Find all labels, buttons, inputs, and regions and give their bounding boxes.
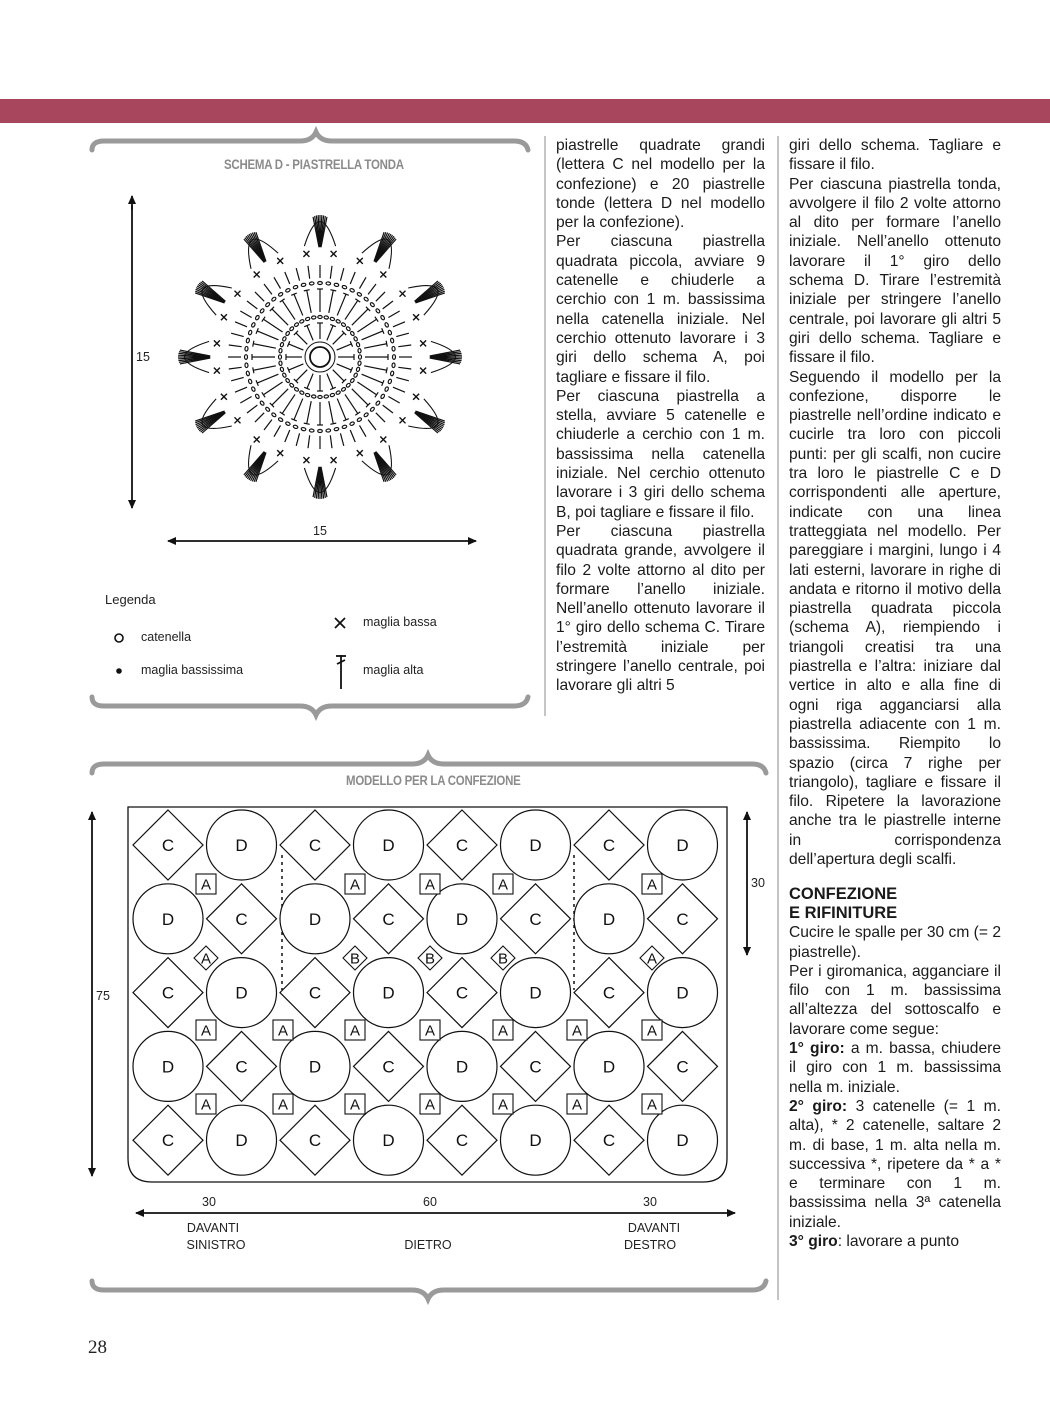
legend-maglia-bassa: maglia bassa [363, 615, 437, 629]
tile-letter: A [349, 1022, 361, 1040]
tile-letter: D [235, 1131, 248, 1151]
tile-letter: D [235, 983, 248, 1003]
tile-c-square [574, 810, 644, 880]
tile-c-square [574, 958, 644, 1028]
tile-letter: A [349, 876, 361, 894]
tile-c-square [354, 1031, 424, 1101]
tile-letter: D [529, 983, 542, 1003]
tile-d-round [133, 1031, 203, 1101]
legend-maglia-bassissima: maglia bassissima [141, 663, 244, 677]
tile-letter: A [497, 1022, 509, 1040]
paragraph: Cucire le spalle per 30 cm (= 2 piastrelle). [789, 924, 1001, 961]
legend-catenella: catenella [141, 630, 192, 644]
tile-d-round [427, 1031, 497, 1101]
tile-a-small-square [642, 1094, 662, 1114]
tile-c-square [427, 958, 497, 1028]
tile-a-small-square [567, 1094, 587, 1114]
modello-right-label: 30 [751, 876, 765, 890]
tile-letter: A [424, 876, 436, 894]
tile-letter: C [455, 1131, 469, 1151]
tile-letter: D [455, 1057, 469, 1077]
tile-a-small-square [420, 1020, 440, 1040]
tile-letter: C [308, 836, 322, 855]
tile-d-round [574, 884, 644, 954]
tile-letter: C [676, 909, 689, 929]
tile-b-star [343, 946, 367, 970]
tile-d-round [354, 1105, 424, 1175]
tile-letter: D [602, 1057, 616, 1077]
tile-letter: D [529, 836, 542, 855]
tile-d-round [648, 810, 718, 880]
tile-letter: C [161, 1131, 175, 1151]
round-2: 2° giro: 3 catenelle (= 1 m. alta), * 2 catenelle, saltare 2 m. di base, 1 m. alta nella m. successiva *, ripetere da * a * e terminare con 1 m. bassissima nella 3ª catenella iniziale. [789, 1097, 1001, 1231]
tile-d-round [354, 810, 424, 880]
tile-letter: A [571, 1096, 583, 1114]
paragraph: Per ciascuna piastrella a stella, avviare 5 catenelle e chiuderle a cerchio con 1 m. bassissima nella catenella iniziale. Nel cerchio ottenuto lavorare i 3 giri dello schema B, poi tagliare e fissare il filo. [556, 387, 765, 521]
tile-letter: A [497, 1096, 509, 1114]
tile-c-square [427, 810, 497, 880]
tile-d-round [133, 884, 203, 954]
modello-height-label: 75 [96, 989, 110, 1003]
tile-a-small-square [345, 874, 365, 894]
section-heading: CONFEZIONE E RIFINITURE [789, 885, 898, 923]
tile-letter: D [308, 909, 322, 929]
maglia-bassa-symbol [335, 618, 345, 628]
tile-letter: C [161, 983, 175, 1003]
tile-letter: A [277, 1096, 289, 1114]
tile-letter: C [676, 1057, 689, 1077]
tile-letter: A [424, 1096, 436, 1114]
modello-bottom-right-label: 30 [643, 1195, 657, 1209]
tile-letter: D [161, 909, 175, 929]
tile-letter: C [529, 909, 542, 929]
tile-letter: D [382, 1131, 395, 1151]
tile-d-round [648, 958, 718, 1028]
tile-letter: A [424, 1022, 436, 1040]
tile-c-square [133, 810, 203, 880]
tile-a-small-square [567, 1020, 587, 1040]
text-column-1 [556, 136, 765, 696]
tile-letter: B [497, 950, 509, 968]
tile-d-round [280, 1031, 350, 1101]
legend-title: Legenda [105, 592, 156, 607]
tile-letter: D [602, 909, 616, 929]
tile-c-square [501, 1031, 571, 1101]
tile-d-round [280, 884, 350, 954]
tile-d-round [501, 958, 571, 1028]
tile-d-round [574, 1031, 644, 1101]
tile-letter: A [200, 1022, 212, 1040]
tile-a-small-square [493, 1094, 513, 1114]
tile-c-square [648, 1031, 718, 1101]
paragraph: Per ciascuna piastrella tonda, avvolgere il filo 2 volte attorno al dito per formare l’anello iniziale. Nell’anello ottenuto lavorare il 1° giro dello schema D. Tirare l’estremità iniziale per stringere l’anello centrale, poi lavorare gli altri 5 giri dello schema. Tagliare e fissare il filo. [789, 175, 1001, 367]
davanti-destro-2: DESTRO [623, 1238, 677, 1252]
tile-a-small-square [493, 874, 513, 894]
tile-letter: B [424, 950, 436, 968]
tile-c-square [574, 1105, 644, 1175]
tile-letter: C [602, 983, 616, 1003]
tile-letter: A [200, 1096, 212, 1114]
tile-letter: A [571, 1022, 583, 1040]
paragraph: Per ciascuna piastrella quadrata grande, avvolgere il filo 2 volte attorno al dito per formare l’anello iniziale. Nell’anello ottenuto lavorare il 1° giro dello schema C. Tirare l’estremità iniziale per stringere l’anello centrale, poi lavorare gli altri 5 [556, 522, 765, 695]
legend-symbols [115, 618, 346, 689]
tile-letter: D [676, 836, 689, 855]
tile-letter: D [308, 1057, 322, 1077]
paragraph: piastrelle quadrate grandi (lettera C nel modello per la confezione) e 20 piastrelle tonde (lettera D nel modello per la confezione). [556, 137, 765, 232]
tile-a-small-square [196, 1020, 216, 1040]
tile-d-round [501, 1105, 571, 1175]
tile-c-square [207, 1031, 277, 1101]
tile-a-small-square [642, 874, 662, 894]
tile-c-square [133, 1105, 203, 1175]
tile-letter: C [235, 909, 248, 929]
tile-letter: A [349, 1096, 361, 1114]
round-1: 1° giro: a m. bassa, chiudere il giro con 1 m. bassissima nella m. iniziale. [789, 1040, 1002, 1096]
tile-c-square [427, 1105, 497, 1175]
tile-letter: A [646, 1096, 658, 1114]
maglia-alta-symbol [336, 655, 346, 689]
dietro-label: DIETRO [404, 1238, 452, 1252]
tile-a-small-square [345, 1020, 365, 1040]
tile-letter: D [235, 836, 248, 855]
tile-letter: D [676, 1131, 689, 1151]
tile-letter: C [602, 1131, 616, 1151]
tile-c-square [133, 958, 203, 1028]
round-3: 3° giro: lavorare a punto [789, 1233, 960, 1251]
tile-letter: A [646, 876, 658, 894]
davanti-sinistro-2: SINISTRO [186, 1238, 246, 1252]
schema-d-width-label: 15 [313, 524, 327, 538]
maglia-bassissima-symbol [116, 668, 122, 674]
round-tile-chart [178, 215, 462, 499]
legend-maglia-alta: maglia alta [363, 663, 424, 677]
tile-letter: C [602, 836, 616, 855]
tile-a-small-square [194, 946, 218, 970]
modello-title: MODELLO PER LA CONFEZIONE [346, 772, 521, 788]
tile-a-small-square [196, 874, 216, 894]
davanti-sinistro-1: DAVANTI [186, 1221, 240, 1235]
tile-letter: A [646, 1022, 658, 1040]
tile-d-round [207, 958, 277, 1028]
tile-a-small-square [420, 874, 440, 894]
tile-letter: D [382, 983, 395, 1003]
tile-c-square [280, 810, 350, 880]
davanti-destro-1: DAVANTI [627, 1221, 681, 1235]
tile-letter: A [200, 950, 212, 968]
tile-letter: C [382, 909, 395, 929]
tile-letter: C [308, 983, 322, 1003]
tile-letter: D [161, 1057, 175, 1077]
tile-d-round [501, 810, 571, 880]
tile-letter: A [646, 950, 658, 968]
tile-d-round [354, 958, 424, 1028]
schema-d-title: SCHEMA D - PIASTRELLA TONDA [224, 156, 404, 172]
tile-letter: A [200, 876, 212, 894]
page-number: 28 [88, 1337, 107, 1358]
schema-d-height-label: 15 [136, 350, 150, 364]
schema-d-frame [92, 132, 528, 715]
tile-letter: D [382, 836, 395, 855]
tile-layout [133, 810, 718, 1175]
tile-d-round [207, 810, 277, 880]
tile-letter: C [455, 983, 469, 1003]
tile-d-round [207, 1105, 277, 1175]
tile-letter: C [529, 1057, 542, 1077]
tile-d-round [648, 1105, 718, 1175]
tile-letter: A [277, 1022, 289, 1040]
modello-bottom-center-label: 60 [423, 1195, 437, 1209]
paragraph: Seguendo il modello per la confezione, disporre le piastrelle nell’ordine indicato e cucirle tra loro con piccoli punti: per gli scalfi, non cucire tra loro le piastrelle C e D corrispondenti alle aperture, indicate con una linea tratteggiata nel modello. Per pareggiare i margini, lungo i 4 lati esterni, lavorare in righe di andata e ritorno il motivo della piastrella quadrata piccola (schema A), riempiendo i triangoli creatisi tra una piastrella e l’altra: iniziare dal vertice in alto e alla fine di ogni riga agganciarsi alla piastrella adiacente con 1 m. bassissima. Riempito lo spazio (circa 7 righe per triangolo), tagliare e fissare il filo. Ripetere la lavorazione anche tra le piastrelle interne in corrispondenza dell’apertura degli scalfi. [789, 368, 1001, 868]
tile-letter: C [382, 1057, 395, 1077]
tile-a-small-square [642, 1020, 662, 1040]
tile-a-small-square [345, 1094, 365, 1114]
tile-c-square [280, 958, 350, 1028]
tile-a-small-square [493, 1020, 513, 1040]
tile-letter: A [497, 876, 509, 894]
text-column-2 [789, 136, 1001, 1251]
tile-b-star [418, 946, 442, 970]
tile-letter: D [529, 1131, 542, 1151]
tile-letter: C [308, 1131, 322, 1151]
tile-c-square [280, 1105, 350, 1175]
tile-letter: D [676, 983, 689, 1003]
paragraph: Per i giromanica, agganciare il filo con 1 m. bassissima all’altezza del sottoscalfo e lavorare come segue: [789, 962, 1001, 1038]
tile-a-small-square [273, 1094, 293, 1114]
modello-bottom-left-label: 30 [202, 1195, 216, 1209]
tile-letter: D [455, 909, 469, 929]
tile-letter: C [161, 836, 175, 855]
tile-c-square [207, 884, 277, 954]
tile-letter: B [349, 950, 361, 968]
catenella-symbol [115, 634, 123, 642]
tile-letter: C [455, 836, 469, 855]
tile-a-small-square [273, 1020, 293, 1040]
paragraph: Per ciascuna piastrella quadrata piccola, avviare 9 catenelle e chiuderle a cerchio con 1 m. bassissima nella catenella iniziale. Nel cerchio ottenuto lavorare i 3 giri dello schema A, poi tagliare e fissare il filo. [556, 233, 765, 386]
tile-a-small-square [420, 1094, 440, 1114]
tile-a-small-square [196, 1094, 216, 1114]
tile-letter: C [235, 1057, 248, 1077]
paragraph: giri dello schema. Tagliare e fissare il filo. [789, 137, 1001, 174]
